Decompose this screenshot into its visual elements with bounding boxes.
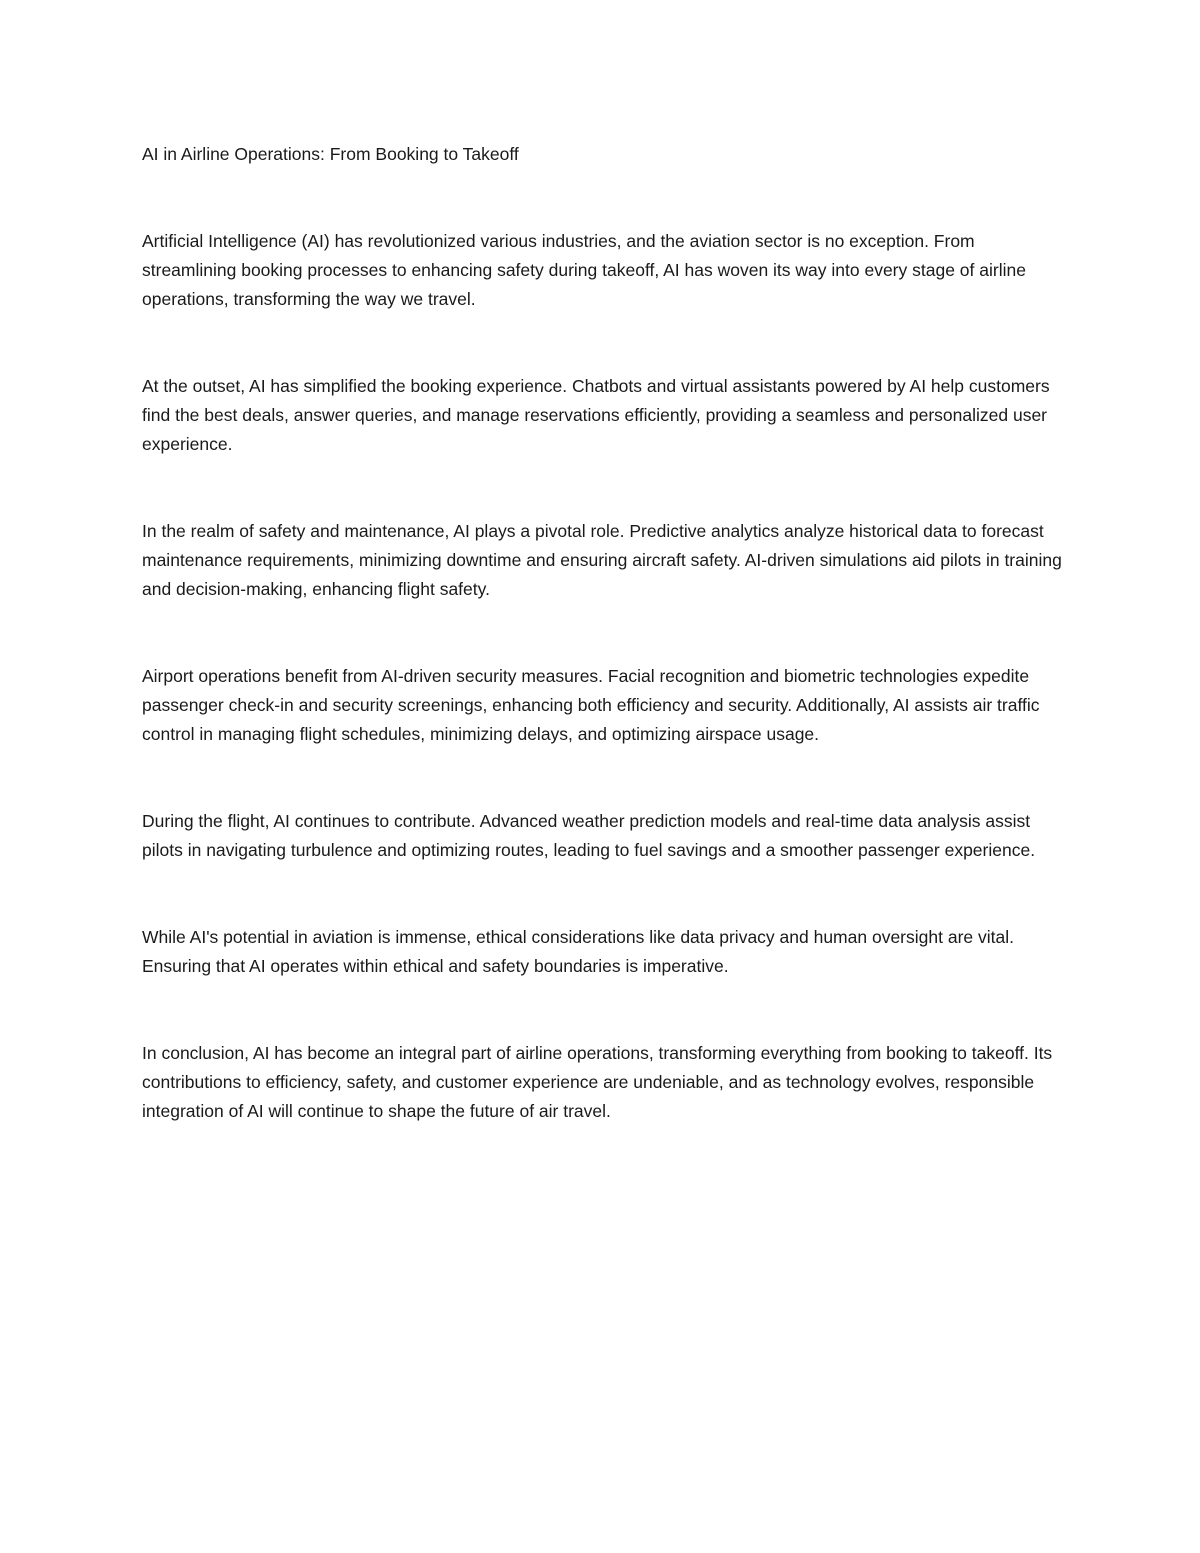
- paragraph-airport-operations: Airport operations benefit from AI-driven security measures. Facial recognition and biometric technologies expedite passenger check-in and security screenings, enhancing both efficiency and security. Additionally, AI assists air traffic control in managing flight schedules, minimizing delays, and optimizing airspace usage.: [142, 666, 1040, 744]
- paragraph-booking: At the outset, AI has simplified the booking experience. Chatbots and virtual assistants powered by AI help customers find the best deals, answer queries, and manage reservations efficiently, providing a seamless and personalized user experience.: [142, 376, 1050, 454]
- paragraph-safety-maintenance: In the realm of safety and maintenance, AI plays a pivotal role. Predictive analytics analyze historical data to forecast maintenance requirements, minimizing downtime and ensuring aircraft safety. AI-driven simulations aid pilots in training and decision-making, enhancing flight safety.: [142, 521, 1062, 599]
- paragraph-intro: Artificial Intelligence (AI) has revolutionized various industries, and the aviation sector is no exception. From streamlining booking processes to enhancing safety during takeoff, AI has woven its way into every stage of airline operations, transforming the way we travel.: [142, 231, 1026, 309]
- paragraph-during-flight: During the flight, AI continues to contribute. Advanced weather prediction models and real-time data analysis assist pilots in navigating turbulence and optimizing routes, leading to fuel savings and a smoother passenger experience.: [142, 811, 1036, 860]
- document-body: [142, 140, 1062, 1184]
- document-title: AI in Airline Operations: From Booking to Takeoff: [142, 144, 519, 164]
- paragraph-conclusion: In conclusion, AI has become an integral part of airline operations, transforming everything from booking to takeoff. Its contributions to efficiency, safety, and customer experience are undeniable, and as technology evolves, responsible integration of AI will continue to shape the future of air travel.: [142, 1043, 1053, 1121]
- paragraph-ethics: While AI's potential in aviation is immense, ethical considerations like data privacy and human oversight are vital. Ensuring that AI operates within ethical and safety boundaries is imperative.: [142, 927, 1014, 976]
